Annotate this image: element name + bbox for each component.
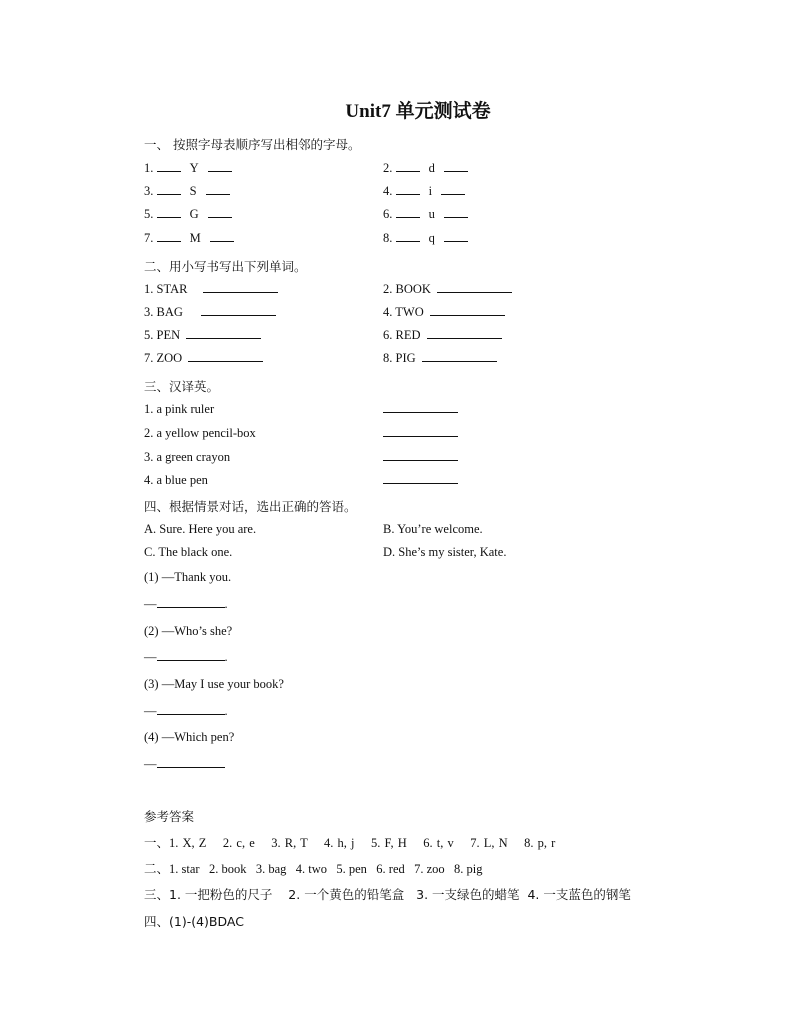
answer-blank[interactable]	[422, 351, 497, 362]
answers-heading: 参考答案	[144, 809, 195, 824]
question-3: (3) —May I use your book?	[144, 677, 284, 691]
s2-item-6	[383, 328, 502, 343]
s1-num: 3.	[144, 184, 154, 198]
answer-blank[interactable]	[396, 161, 420, 172]
question-4: (4) —Which pen?	[144, 730, 235, 744]
s2-word: 4. TWO	[383, 305, 424, 319]
s3-item-2: 2. a yellow pencil-box	[144, 426, 256, 440]
section2-heading: 二、用小写书写出下列单词。	[144, 259, 307, 274]
period: .	[224, 704, 228, 718]
answer-blank[interactable]	[157, 597, 225, 608]
s1-num: 4.	[383, 184, 393, 198]
s1-num: 1.	[144, 161, 154, 175]
answer-blank[interactable]	[157, 184, 181, 195]
reply-line-2	[144, 650, 228, 665]
answer-blank[interactable]	[444, 161, 468, 172]
s3-item-3: 3. a green crayon	[144, 450, 231, 464]
s2-word: 2. BOOK	[383, 282, 431, 296]
answer-blank[interactable]	[157, 757, 225, 768]
dash: —	[144, 597, 157, 611]
s1-item-1	[144, 161, 232, 176]
s2-item-7	[144, 351, 263, 366]
option-a: A. Sure. Here you are.	[144, 522, 257, 536]
s1-item-8	[383, 231, 468, 246]
section4-heading: 四、根据情景对话，选出正确的答语。	[144, 499, 357, 514]
s2-word: 8. PIG	[383, 351, 416, 365]
s1-item-6	[383, 207, 468, 222]
answer-blank[interactable]	[383, 450, 458, 461]
answer-blank[interactable]	[444, 231, 468, 242]
s2-item-5	[144, 328, 261, 343]
dash: —	[144, 704, 157, 718]
answer-blank[interactable]	[396, 207, 420, 218]
s2-item-8	[383, 351, 497, 366]
question-1: (1) —Thank you.	[144, 570, 232, 584]
answer-blank[interactable]	[427, 328, 502, 339]
s3-blank-1	[383, 402, 458, 417]
s1-item-2	[383, 161, 468, 176]
answers-line-4: 四、(1)-(4)BDAC	[144, 914, 244, 929]
s1-num: 8.	[383, 231, 393, 245]
answer-blank[interactable]	[210, 231, 234, 242]
s2-word: 6. RED	[383, 328, 421, 342]
answer-blank[interactable]	[203, 282, 278, 293]
answer-blank[interactable]	[157, 704, 225, 715]
answer-blank[interactable]	[444, 207, 468, 218]
s1-item-3	[144, 184, 230, 199]
answer-blank[interactable]	[157, 650, 225, 661]
answers-label: 一、	[144, 835, 170, 850]
s3-blank-4	[383, 473, 458, 488]
s1-num: 2.	[383, 161, 393, 175]
answers-text: 1. X, Z 2. c, e 3. R, T 4. h, j 5. F, H 6. t, v 7. L, N 8. p, r	[169, 836, 556, 850]
answer-blank[interactable]	[206, 184, 230, 195]
s2-word: 7. ZOO	[144, 351, 183, 365]
s3-blank-3	[383, 450, 458, 465]
s1-letter: S	[189, 184, 197, 198]
section3-heading: 三、汉译英。	[144, 379, 220, 394]
answer-blank[interactable]	[208, 207, 232, 218]
s3-item-1: 1. a pink ruler	[144, 402, 215, 416]
answer-blank[interactable]	[157, 161, 181, 172]
answer-blank[interactable]	[157, 231, 181, 242]
s2-word: 5. PEN	[144, 328, 181, 342]
s1-letter: Y	[189, 161, 199, 175]
answer-blank[interactable]	[396, 184, 420, 195]
option-b: B. You’re welcome.	[383, 522, 483, 536]
answer-blank[interactable]	[437, 282, 512, 293]
s1-item-4	[383, 184, 465, 199]
s1-letter: u	[428, 207, 435, 221]
s1-letter: q	[428, 231, 435, 245]
answer-blank[interactable]	[383, 402, 458, 413]
answer-blank[interactable]	[396, 231, 420, 242]
s1-letter: d	[428, 161, 435, 175]
s3-item-4: 4. a blue pen	[144, 473, 208, 487]
s1-item-5	[144, 207, 232, 222]
answer-blank[interactable]	[208, 161, 232, 172]
answer-blank[interactable]	[441, 184, 465, 195]
answer-blank[interactable]	[201, 305, 276, 316]
answer-blank[interactable]	[430, 305, 505, 316]
reply-line-3	[144, 704, 228, 719]
s1-num: 6.	[383, 207, 393, 221]
option-d: D. She’s my sister, Kate.	[383, 545, 507, 559]
period: .	[224, 597, 228, 611]
period: .	[224, 650, 228, 664]
question-2: (2) —Who’s she?	[144, 624, 233, 638]
s1-item-7	[144, 231, 234, 246]
s2-item-3	[144, 305, 276, 320]
dash: —	[144, 757, 157, 771]
option-c: C. The black one.	[144, 545, 233, 559]
answer-blank[interactable]	[383, 473, 458, 484]
answers-line-3: 三、1. 一把粉色的尺子 2. 一个黄色的铅笔盒 3. 一支绿色的蜡笔 4. 一支蓝色的钢笔	[144, 887, 631, 902]
answer-blank[interactable]	[186, 328, 261, 339]
s2-word: 3. BAG	[144, 305, 183, 319]
answers-line-1	[144, 833, 555, 851]
answers-text: 1. star 2. book 3. bag 4. two 5. pen 6. red 7. zoo 8. pig	[169, 862, 483, 876]
s1-letter: G	[189, 207, 199, 221]
answer-blank[interactable]	[188, 351, 263, 362]
answer-blank[interactable]	[383, 426, 458, 437]
s2-item-4	[383, 305, 505, 320]
s1-letter: i	[428, 184, 433, 198]
answers-label: 二、	[144, 861, 170, 876]
dash: —	[144, 650, 157, 664]
answers-line-2	[144, 859, 483, 877]
s2-item-2	[383, 282, 512, 297]
s2-word: 1. STAR	[144, 282, 188, 296]
s3-blank-2	[383, 426, 458, 441]
reply-line-4	[144, 757, 225, 772]
answer-blank[interactable]	[157, 207, 181, 218]
section1-heading: 一、 按照字母表顺序写出相邻的字母。	[144, 137, 361, 152]
s1-num: 7.	[144, 231, 154, 245]
page-title: Unit7 单元测试卷	[345, 101, 491, 122]
s1-letter: M	[189, 231, 201, 245]
s1-num: 5.	[144, 207, 154, 221]
reply-line-1	[144, 597, 228, 612]
s2-item-1	[144, 282, 278, 297]
